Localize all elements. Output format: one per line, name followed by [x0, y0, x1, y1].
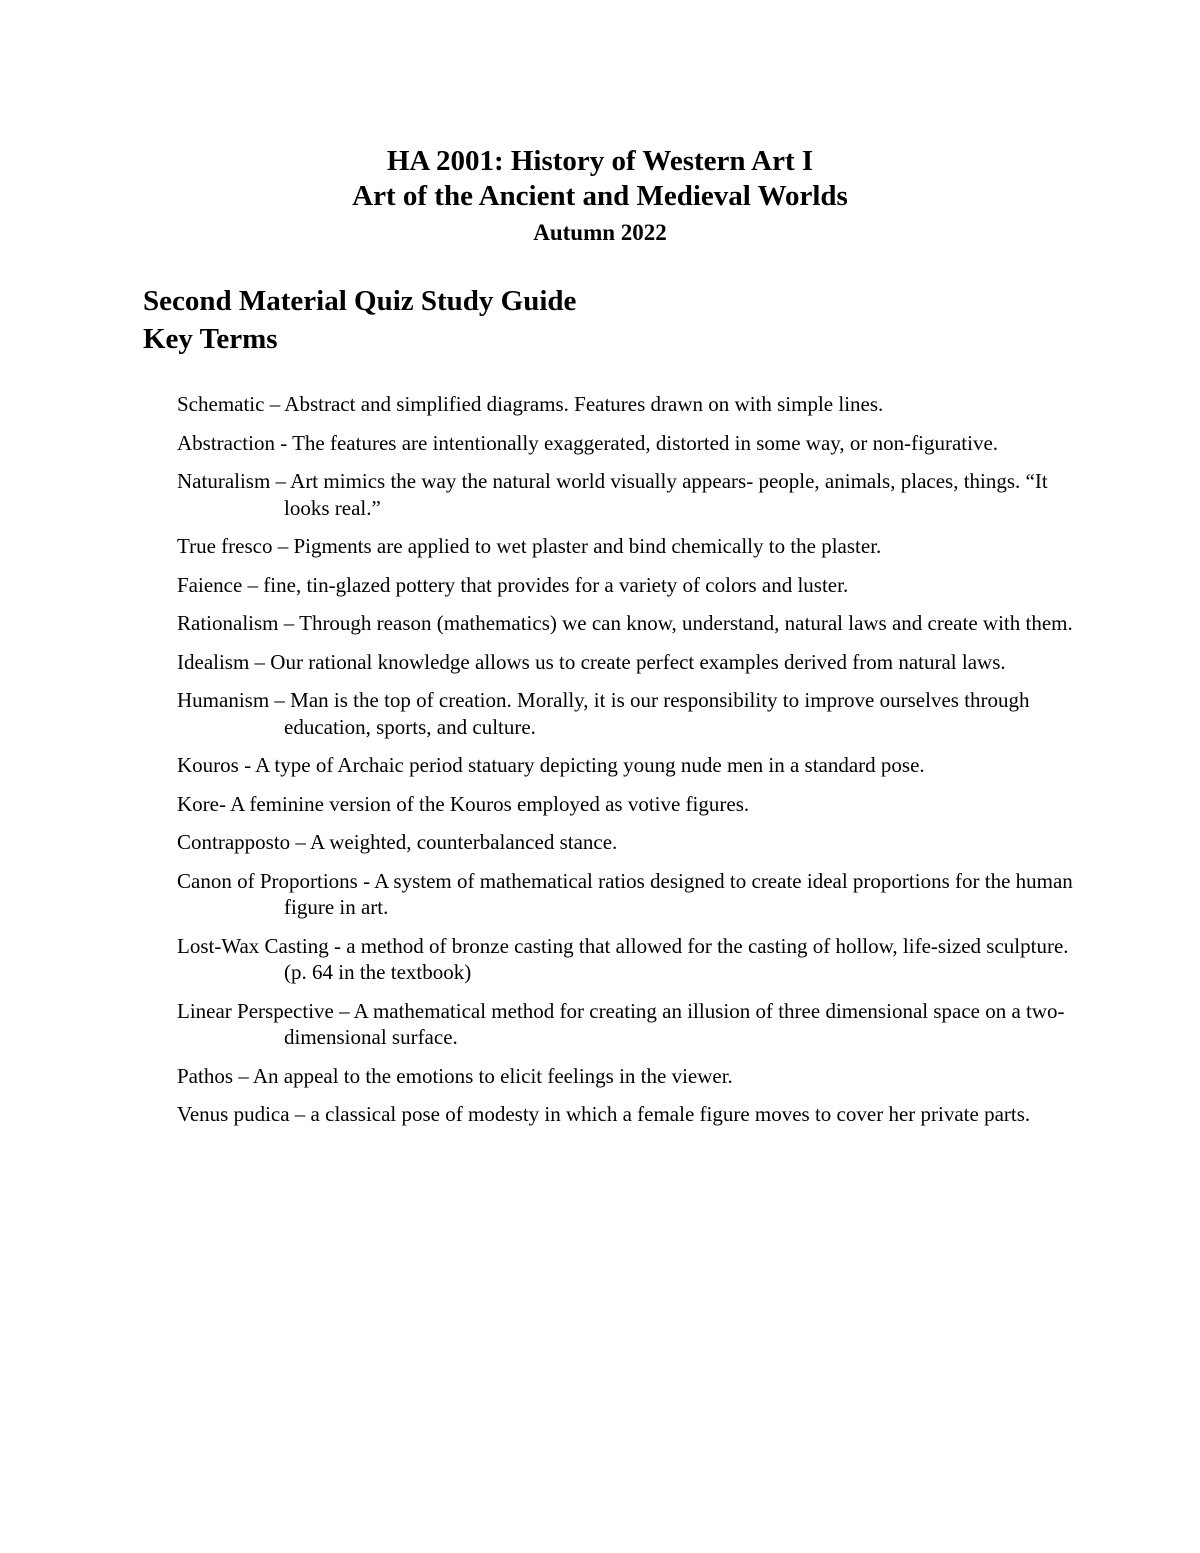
term-entry: Humanism – Man is the top of creation. Morally, it is our responsibility to improve ourselves through education, sports, and culture. [177, 688, 1030, 739]
term-entry: Faience – fine, tin-glazed pottery that provides for a variety of colors and luster. [177, 572, 849, 597]
term-entry: Kore- A feminine version of the Kouros employed as votive figures. [177, 791, 750, 816]
term-entry: True fresco – Pigments are applied to wet plaster and bind chemically to the plaster. [177, 534, 882, 558]
term-entry: Canon of Proportions - A system of mathematical ratios designed to create ideal proportions for the human figure in art. [177, 868, 1073, 919]
term-entry: Pathos – An appeal to the emotions to elicit feelings in the viewer. [177, 1063, 733, 1088]
term-entry: Kouros - A type of Archaic period statuary depicting young nude men in a standard pose. [177, 753, 925, 777]
term-entry: Contrapposto – A weighted, counterbalanced stance. [177, 830, 618, 854]
course-title: HA 2001: History of Western Art I [386, 145, 814, 177]
term-entry: Rationalism – Through reason (mathematics) we can know, understand, natural laws and create with them. [177, 611, 1073, 635]
term-entry: Venus pudica – a classical pose of modesty in which a female figure moves to cover her private parts. [177, 1102, 1031, 1126]
document-header [0, 144, 1200, 248]
section-title: Key Terms [143, 323, 278, 355]
term-entry: Naturalism – Art mimics the way the natural world visually appears- people, animals, places, things. “It looks real.” [177, 469, 1048, 520]
term-entry: Abstraction - The features are intentionally exaggerated, distorted in some way, or non-figurative. [177, 430, 999, 455]
term-label: Autumn 2022 [533, 220, 667, 245]
key-terms-list [177, 391, 1077, 1140]
term-entry: Linear Perspective – A mathematical method for creating an illusion of three dimensional space on a two-dimensional surface. [177, 998, 1065, 1049]
study-guide-section [143, 282, 576, 358]
course-subtitle: Art of the Ancient and Medieval Worlds [352, 180, 848, 212]
term-entry: Idealism – Our rational knowledge allows us to create perfect examples derived from natural laws. [177, 649, 1006, 674]
term-entry: Schematic – Abstract and simplified diagrams. Features drawn on with simple lines. [177, 392, 884, 416]
guide-title: Second Material Quiz Study Guide [143, 285, 577, 317]
term-entry: Lost-Wax Casting - a method of bronze casting that allowed for the casting of hollow, life-sized sculpture. (p. 64 in the textbook) [177, 933, 1069, 984]
